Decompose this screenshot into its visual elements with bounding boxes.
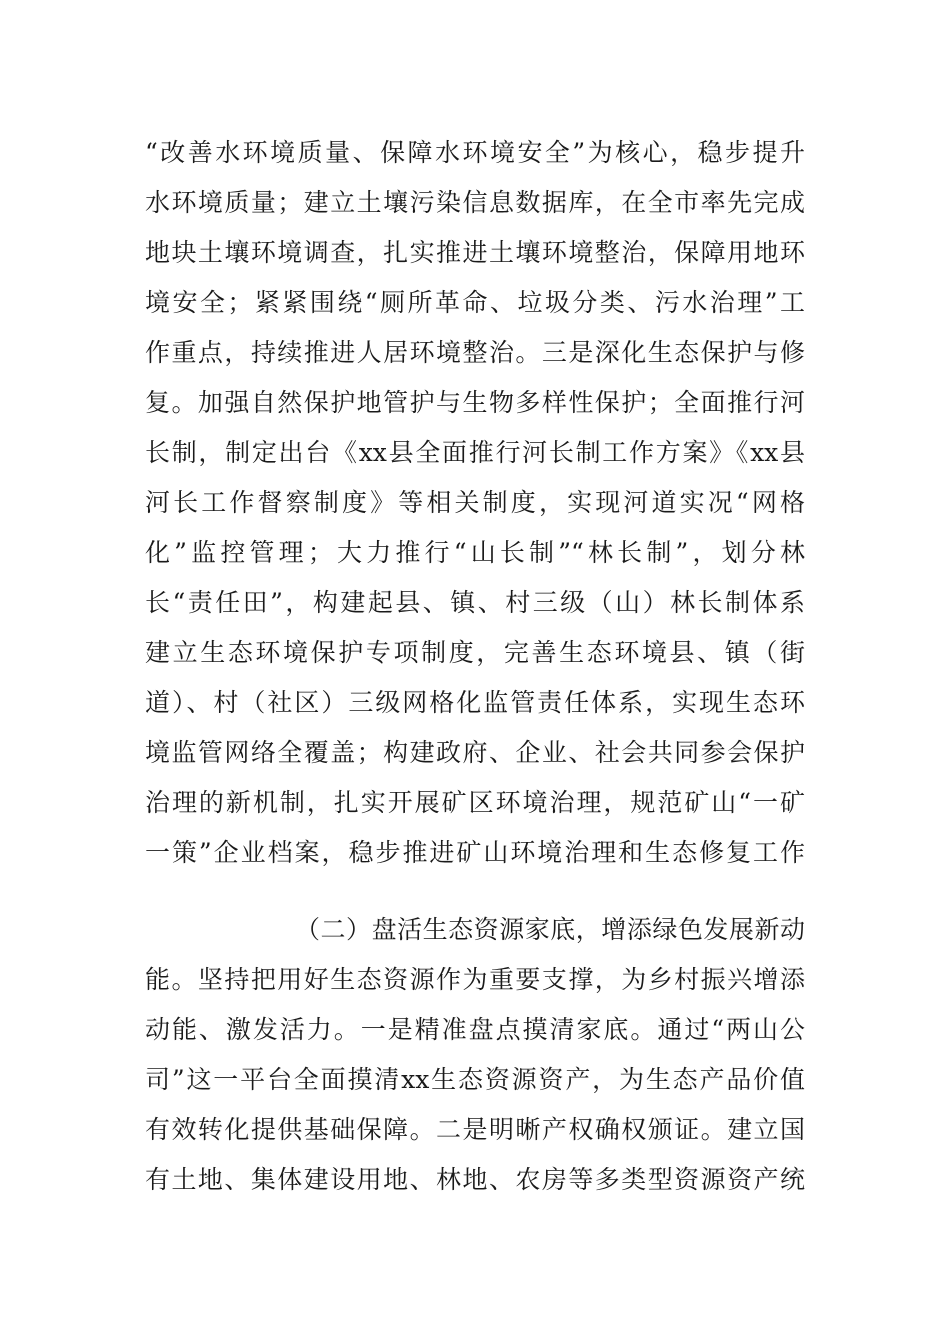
text-line: 司”这一平台全面摸清xx生态资源资产，为生态产品价值 bbox=[145, 1065, 805, 1094]
text-line: 一策”企业档案，稳步推进矿山环境治理和生态修复工作 bbox=[145, 838, 805, 867]
text-line: 建立生态环境保护专项制度，完善生态环境县、镇（街 bbox=[145, 638, 805, 667]
text-line: 动能、激发活力。一是精准盘点摸清家底。通过“两山公 bbox=[145, 1015, 805, 1044]
text-line: 复。加强自然保护地管护与生物多样性保护；全面推行河 bbox=[145, 388, 805, 417]
text-line: 治理的新机制，扎实开展矿区环境治理，规范矿山“一矿 bbox=[145, 788, 805, 817]
text-line: 境监管网络全覆盖；构建政府、企业、社会共同参会保护 bbox=[145, 738, 805, 767]
text-line: 境安全；紧紧围绕“厕所革命、垃圾分类、污水治理”工 bbox=[145, 288, 805, 317]
text-line: 长“责任田”，构建起县、镇、村三级（山）林长制体系 bbox=[145, 588, 805, 617]
paragraph-ecological-protection bbox=[145, 128, 805, 878]
section-heading-line: （二）盘活生态资源家底，增添绿色发展新动 bbox=[295, 915, 805, 944]
paragraph-ecological-resources bbox=[145, 905, 805, 1205]
text-line: 有土地、集体建设用地、林地、农房等多类型资源资产统 bbox=[145, 1165, 805, 1194]
text-line: 有效转化提供基础保障。二是明晰产权确权颁证。建立国 bbox=[145, 1115, 805, 1144]
text-line: 地块土壤环境调查，扎实推进土壤环境整治，保障用地环 bbox=[145, 238, 805, 267]
text-line: 作重点，持续推进人居环境整治。三是深化生态保护与修 bbox=[145, 338, 805, 367]
text-line: 化”监控管理；大力推行“山长制”“林长制”，划分林 bbox=[145, 538, 805, 567]
text-line: 河长工作督察制度》等相关制度，实现河道实况“网格 bbox=[145, 488, 805, 517]
text-line: “改善水环境质量、保障水环境安全”为核心，稳步提升 bbox=[145, 138, 805, 167]
text-line: 能。坚持把用好生态资源作为重要支撑，为乡村振兴增添 bbox=[145, 965, 805, 994]
text-line: 水环境质量；建立土壤污染信息数据库，在全市率先完成 bbox=[145, 188, 805, 217]
text-line: 道）、村（社区）三级网格化监管责任体系，实现生态环 bbox=[145, 688, 805, 717]
text-line: 长制，制定出台《xx县全面推行河长制工作方案》《xx县 bbox=[145, 438, 805, 467]
